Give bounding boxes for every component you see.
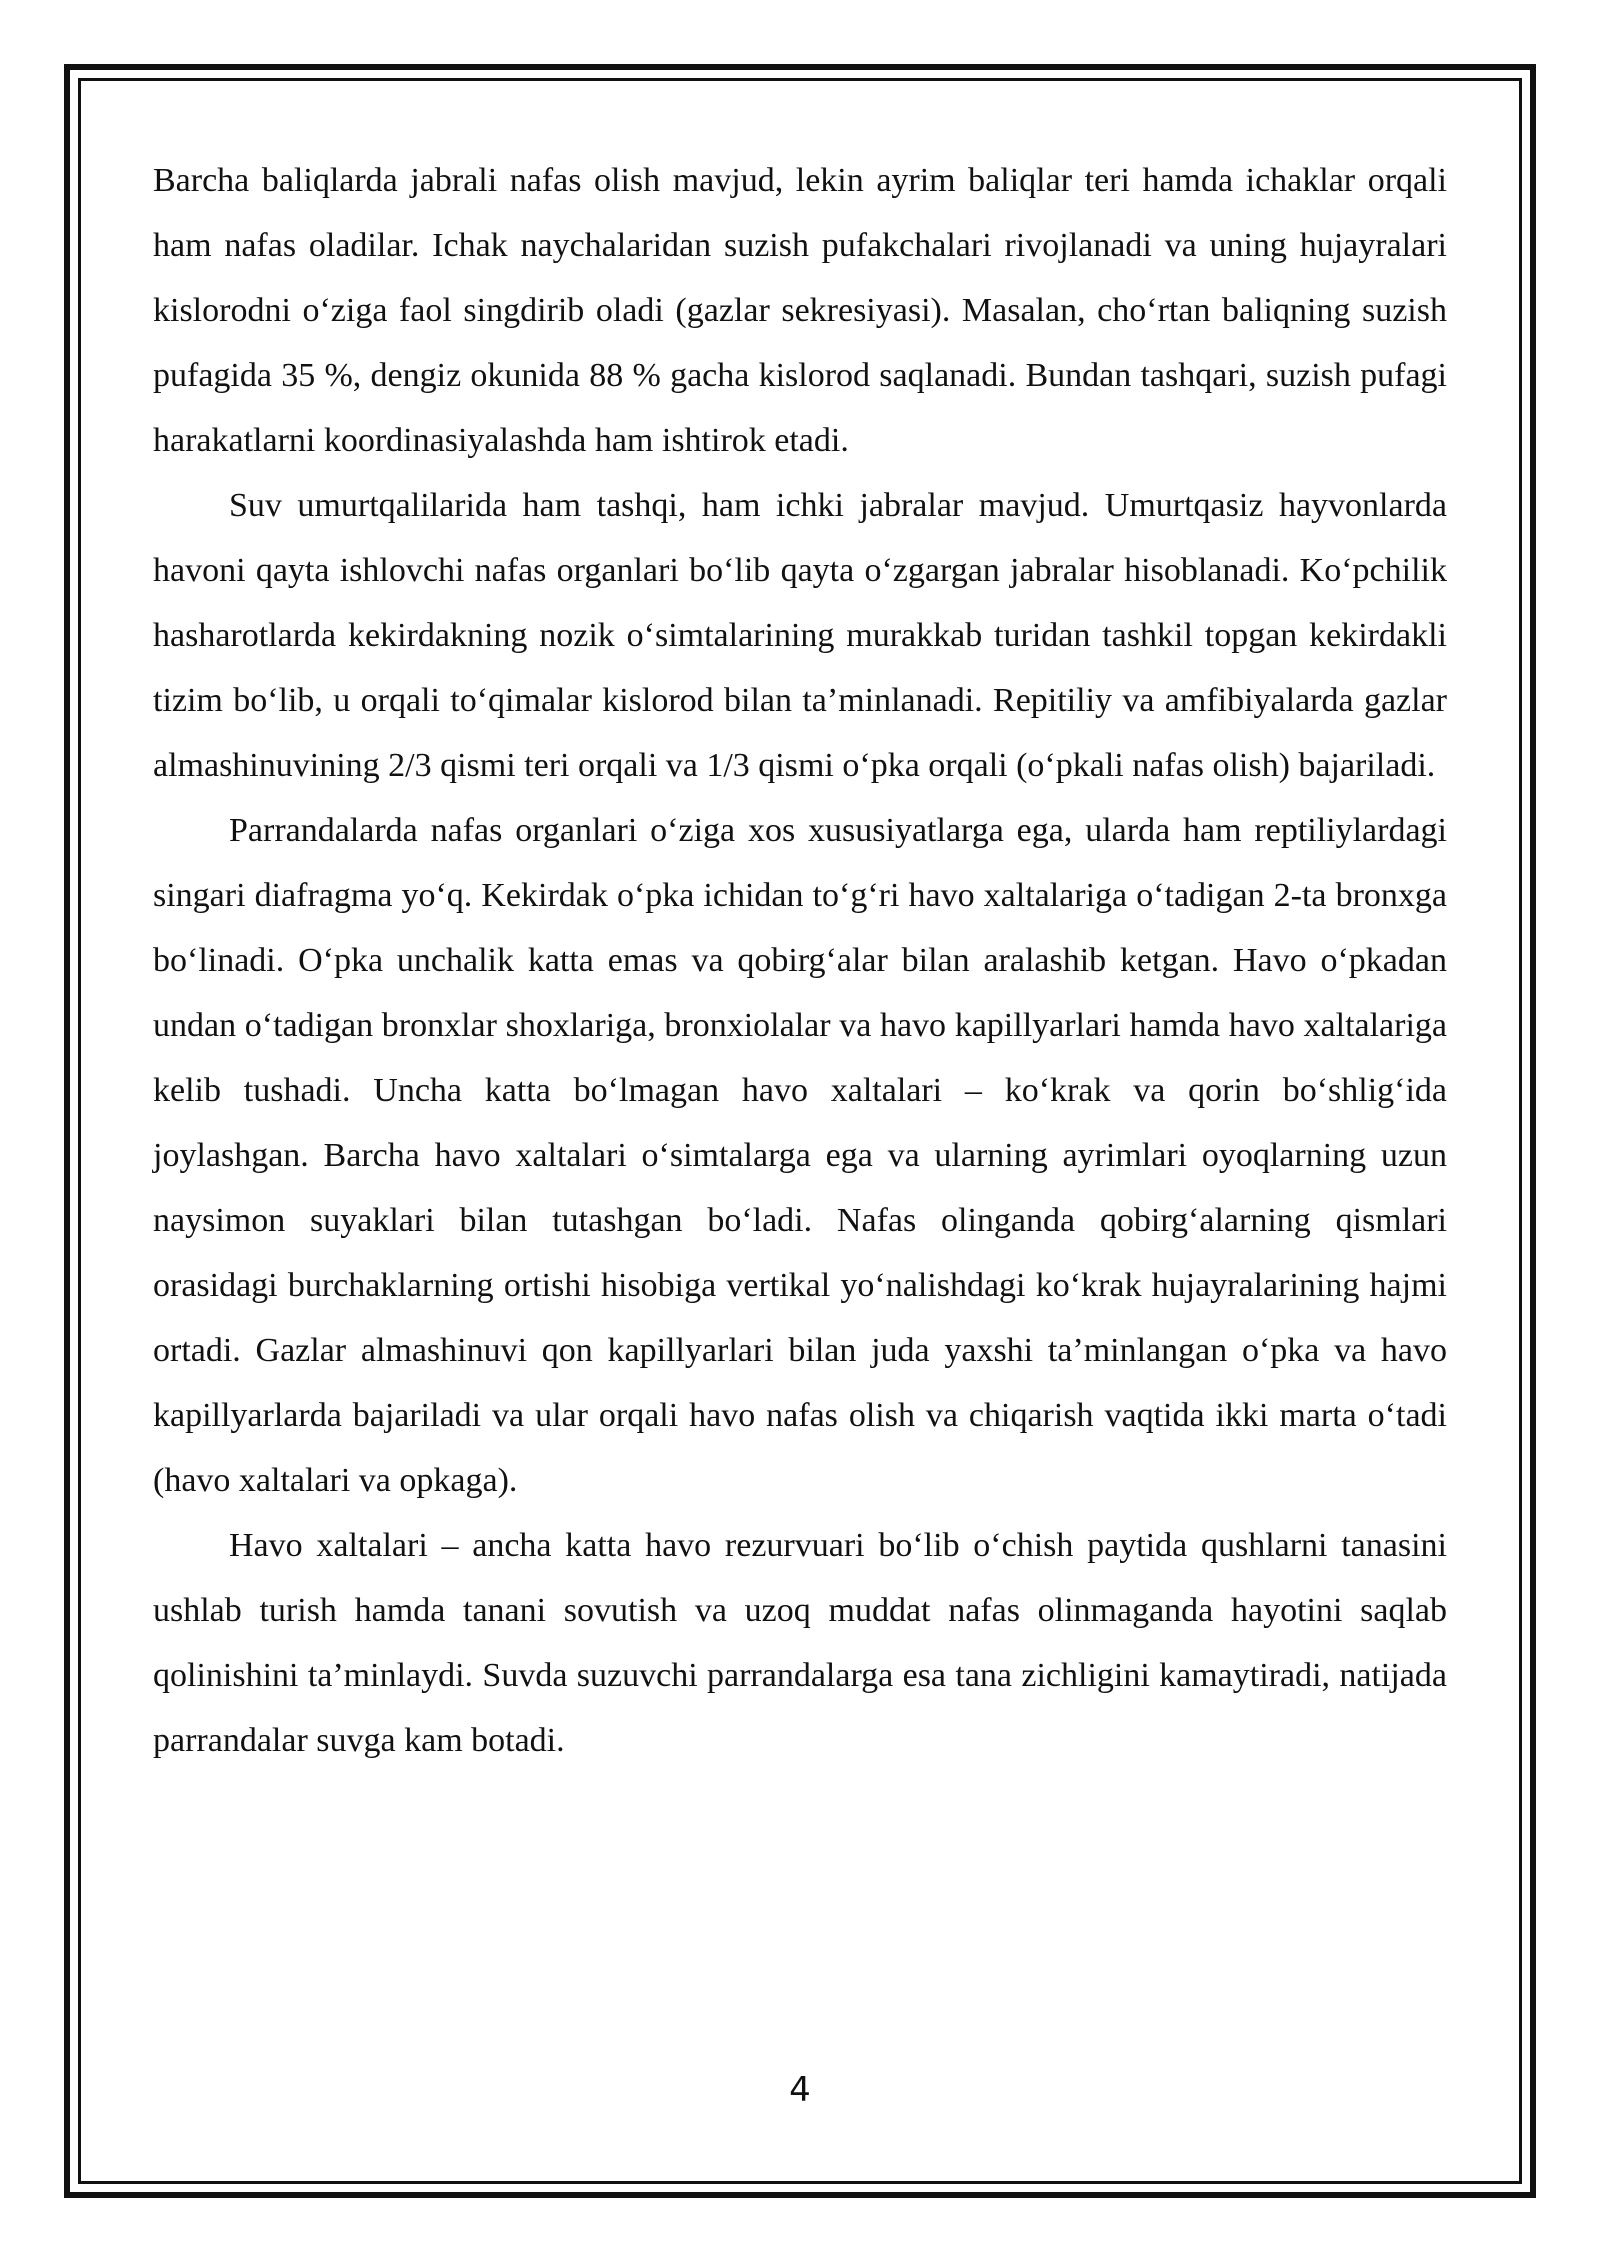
paragraph-1: Barcha baliqlarda jabrali nafas olish mavjud, lekin ayrim baliqlar teri hamda ichaklar orqali ham nafas oladilar. Ichak naychalaridan suzish pufakchalari rivojlanadi va uning hujayralari kislorodni o‘ziga faol singdirib oladi (gazlar sekresiyasi). Masalan, cho‘rtan baliqning suzish pufagida 35 %, dengiz okunida 88 % gacha kislorod saqlanadi. Bundan tashqari, suzish pufagi harakatlarni koordinasiyalashda ham ishtirok etadi. (153, 162, 1447, 459)
document-body (153, 148, 1447, 1773)
page-number: 4 (789, 2070, 811, 2110)
paragraph-4: Havo xaltalari – ancha katta havo rezurvuari bo‘lib o‘chish paytida qushlarni tanasini ushlab turish hamda tanani sovutish va uzoq muddat nafas olinmaganda hayotini saqlab qolinishini ta’minlaydi. Suvda suzuvchi parrandalarga esa tana zichligini kamaytiradi, natijada parrandalar suvga kam botadi. (153, 1527, 1447, 1759)
paragraph-3: Parrandalarda nafas organlari o‘ziga xos xususiyatlarga ega, ularda ham reptiliylardagi singari diafragma yo‘q. Kekirdak o‘pka ichidan to‘g‘ri havo xaltalariga o‘tadigan 2-ta bronxga bo‘linadi. O‘pka unchalik katta emas va qobirg‘alar bilan aralashib ketgan. Havo o‘pkadan undan o‘tadigan bronxlar shoxlariga, bronxiolalar va havo kapillyarlari hamda havo xaltalariga kelib tushadi. Uncha katta bo‘lmagan havo xaltalari – ko‘krak va qorin bo‘shlig‘ida joylashgan. Barcha havo xaltalari o‘simtalarga ega va ularning ayrimlari oyoqlarning uzun naysimon suyaklari bilan tutashgan bo‘ladi. Nafas olinganda qobirg‘alarning qismlari orasidagi burchaklarning ortishi hisobiga vertikal yo‘nalishdagi ko‘krak hujayralarining hajmi ortadi. Gazlar almashinuvi qon kapillyarlari bilan juda yaxshi ta’minlangan o‘pka va havo kapillyarlarda bajariladi va ular orqali havo nafas olish va chiqarish vaqtida ikki marta o‘tadi (havo xaltalari va opkaga). (153, 812, 1447, 1499)
paragraph-2: Suv umurtqalilarida ham tashqi, ham ichki jabralar mavjud. Umurtqasiz hayvonlarda havoni qayta ishlovchi nafas organlari bo‘lib qayta o‘zgargan jabralar hisoblanadi. Ko‘pchilik hasharotlarda kekirdakning nozik o‘simtalarining murakkab turidan tashkil topgan kekirdakli tizim bo‘lib, u orqali to‘qimalar kislorod bilan ta’minlanadi. Repitiliy va amfibiyalarda gazlar almashinuvining 2/3 qismi teri orqali va 1/3 qismi o‘pka orqali (o‘pkali nafas olish) bajariladi. (153, 487, 1447, 784)
